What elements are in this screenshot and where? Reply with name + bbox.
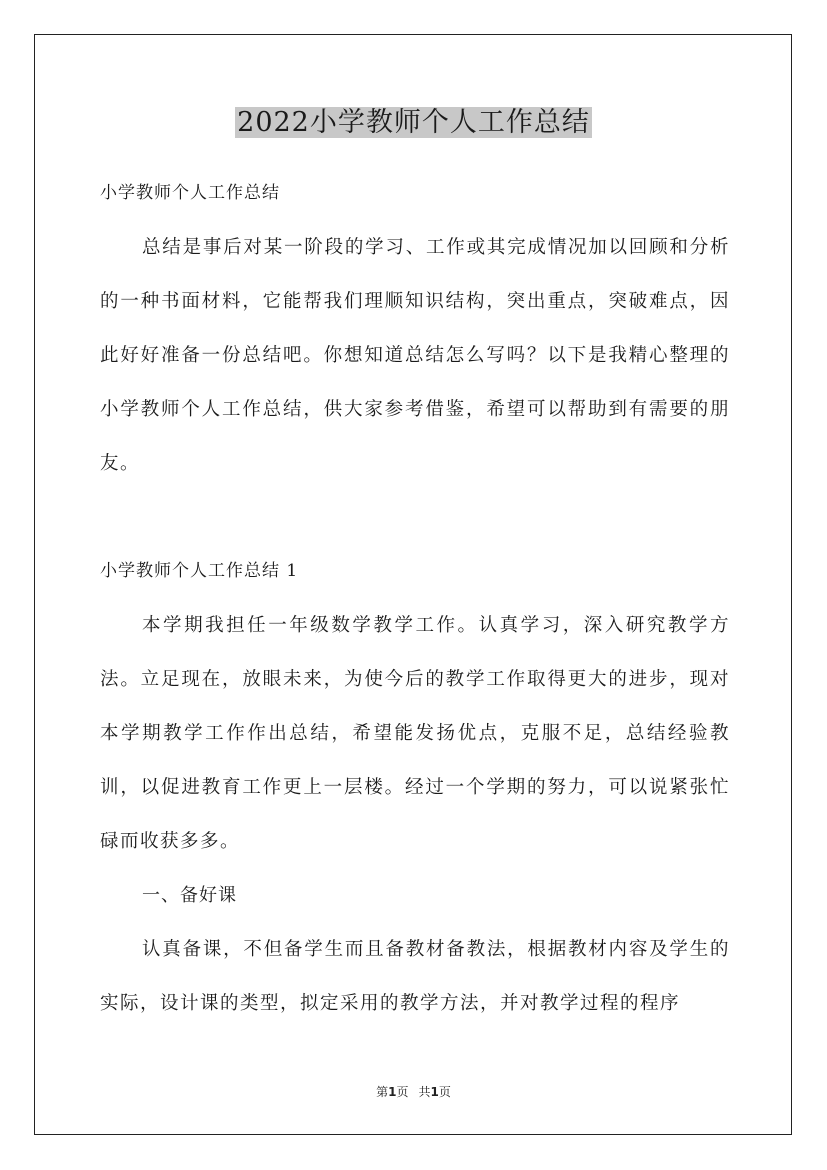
page-suffix: 页 [396, 1085, 409, 1099]
section-heading: 小学教师个人工作总结 [100, 183, 280, 203]
body-paragraph-2: 认真备课，不但备学生而且备教材备教法，根据教材内容及学生的实际，设计课的类型，拟定采用的教学方法，并对教学过程的程序 [100, 939, 730, 1014]
page-prefix: 第 [376, 1085, 389, 1099]
section-label-prepare-lessons: 一、备好课 [142, 885, 237, 906]
total-suffix: 页 [438, 1085, 451, 1099]
intro-paragraph: 总结是事后对某一阶段的学习、工作或其完成情况加以回顾和分析的一种书面材料，它能帮我们理顺知识结构，突出重点，突破难点，因此好好准备一份总结吧。你想知道总结怎么写吗？以下是我精心整理的小学教师个人工作总结，供大家参考借鉴，希望可以帮助到有需要的朋友。 [100, 237, 730, 474]
paragraph-spacer [100, 491, 730, 543]
document-title-text: 2022小学教师个人工作总结 [237, 107, 590, 138]
document-body [100, 165, 730, 1031]
page-current: 1 [388, 1085, 397, 1099]
total-pages: 1 [430, 1085, 439, 1099]
total-prefix: 共 [418, 1085, 431, 1099]
document-title [0, 104, 827, 142]
body-paragraph-1: 本学期我担任一年级数学教学工作。认真学习，深入研究教学方法。立足现在，放眼未来，为使今后的教学工作取得更大的进步，现对本学期教学工作作出总结，希望能发扬优点，克服不足，总结经验教训，以促进教育工作更上一层楼。经过一个学期的努力，可以说紧张忙碌而收获多多。 [100, 615, 730, 852]
subsection-heading: 小学教师个人工作总结 1 [100, 561, 299, 581]
page-footer [0, 1084, 827, 1100]
